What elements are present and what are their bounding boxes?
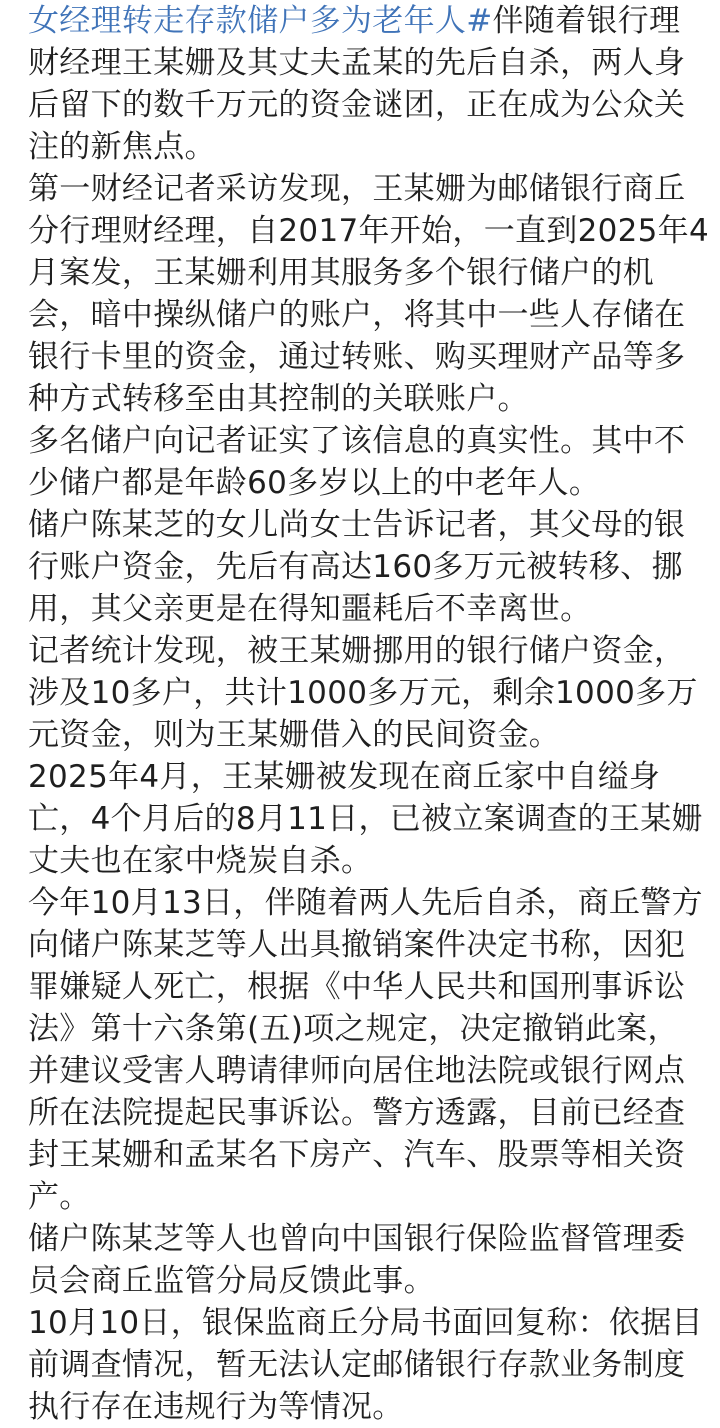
post-paragraph-5: 记者统计发现，被王某姗挪用的银行储户资金，涉及10多户，共计1000多万元，剩余1000多万元资金，则为王某姗借入的民间资金。 <box>28 633 698 753</box>
post-paragraph-2: 第一财经记者采访发现，王某姗为邮储银行商丘分行理财经理，自2017年开始，一直到2025年4月案发，王某姗利用其服务多个银行储户的机会，暗中操纵储户的账户，将其中一些人存储在银行卡里的资金，通过转账、购买理财产品等多种方式转移至由其控制的关联账户。 <box>28 171 710 417</box>
hashtag-link[interactable]: 女经理转走存款储户多为老年人# <box>28 3 493 39</box>
post-paragraph-1 <box>28 0 710 168</box>
post-paragraph-8: 储户陈某芝等人也曾向中国银行保险监督管理委员会商丘监管分局反馈此事。 <box>28 1221 686 1299</box>
post-paragraph-9: 10月10日，银保监商丘分局书面回复称：依据目前调查情况，暂无法认定邮储银行存款业务制度执行存在违规行为等情况。 <box>28 1305 703 1425</box>
paragraph-text: 伴随着银行理财经理王某姗及其丈夫孟某的先后自杀，两人身后留下的数千万元的资金谜团，正在成为公众关注的新焦点。 <box>28 3 686 165</box>
post-paragraph-7: 今年10月13日，伴随着两人先后自杀，商丘警方向储户陈某芝等人出具撤销案件决定书称，因犯罪嫌疑人死亡，根据《中华人民共和国刑事诉讼法》第十六条第(五)项之规定，决定撤销此案，并建议受害人聘请律师向居住地法院或银行网点所在法院提起民事诉讼。警方透露，目前已经查封王某姗和孟某名下房产、汽车、股票等相关资产。 <box>28 885 703 1215</box>
post-paragraph-3: 多名储户向记者证实了该信息的真实性。其中不少储户都是年龄60多岁以上的中老年人。 <box>28 423 686 501</box>
post-paragraph-6: 2025年4月，王某姗被发现在商丘家中自缢身亡，4个月后的8月11日，已被立案调查的王某姗丈夫也在家中烧炭自杀。 <box>28 759 703 879</box>
post-paragraph-4: 储户陈某芝的女儿尚女士告诉记者，其父母的银行账户资金，先后有高达160多万元被转移、挪用，其父亲更是在得知噩耗后不幸离世。 <box>28 507 686 627</box>
